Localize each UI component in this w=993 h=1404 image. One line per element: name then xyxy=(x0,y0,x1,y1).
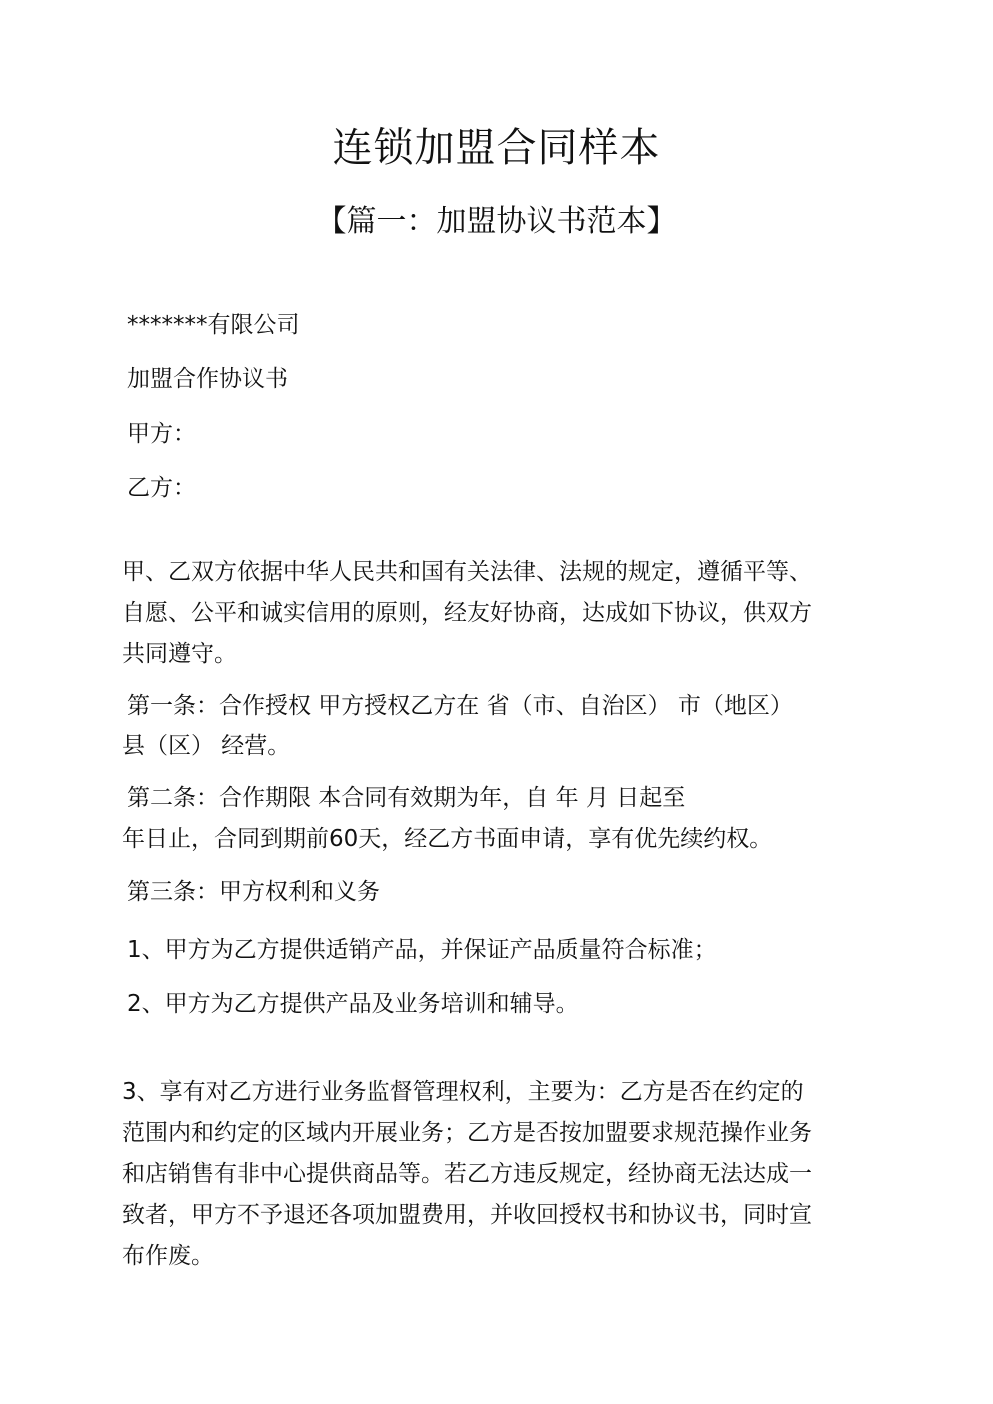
item-3-line: 3、享有对乙方进行业务监督管理权利，主要为：乙方是否在约定的 xyxy=(122,1079,804,1105)
item-3-line: 范围内和约定的区域内开展业务；乙方是否按加盟要求规范操作业务 xyxy=(122,1120,812,1146)
company-name: *******有限公司 xyxy=(127,312,300,338)
article-3-title: 第三条：甲方权利和义务 xyxy=(127,879,380,905)
intro-line: 共同遵守。 xyxy=(122,641,237,667)
party-b-label: 乙方： xyxy=(127,475,196,501)
article-1-line: 第一条：合作授权 甲方授权乙方在 省（市、自治区） 市（地区） xyxy=(127,693,793,719)
document-title: 连锁加盟合同样本 xyxy=(332,125,661,171)
article-2-line: 年日止，合同到期前60天，经乙方书面申请，享有优先续约权。 xyxy=(122,826,773,852)
intro-line: 甲、乙双方依据中华人民共和国有关法律、法规的规定，遵循平等、 xyxy=(122,559,812,585)
agreement-name: 加盟合作协议书 xyxy=(127,366,288,392)
article-2-line: 第二条：合作期限 本合同有效期为年，自 年 月 日起至 xyxy=(127,785,686,811)
intro-line: 自愿、公平和诚实信用的原则，经友好协商，达成如下协议，供双方 xyxy=(122,600,812,626)
party-a-label: 甲方： xyxy=(127,421,196,447)
document-subtitle: 【篇一：加盟协议书范本】 xyxy=(316,204,677,239)
article-3-item-1: 1、甲方为乙方提供适销产品，并保证产品质量符合标准； xyxy=(127,937,717,963)
article-1-line: 县（区） 经营。 xyxy=(122,733,291,759)
item-3-line: 致者，甲方不予退还各项加盟费用，并收回授权书和协议书，同时宣 xyxy=(122,1202,812,1228)
item-3-line: 和店销售有非中心提供商品等。若乙方违反规定，经协商无法达成一 xyxy=(122,1161,812,1187)
item-3-line: 布作废。 xyxy=(122,1243,214,1269)
article-3-item-2: 2、甲方为乙方提供产品及业务培训和辅导。 xyxy=(127,991,579,1017)
